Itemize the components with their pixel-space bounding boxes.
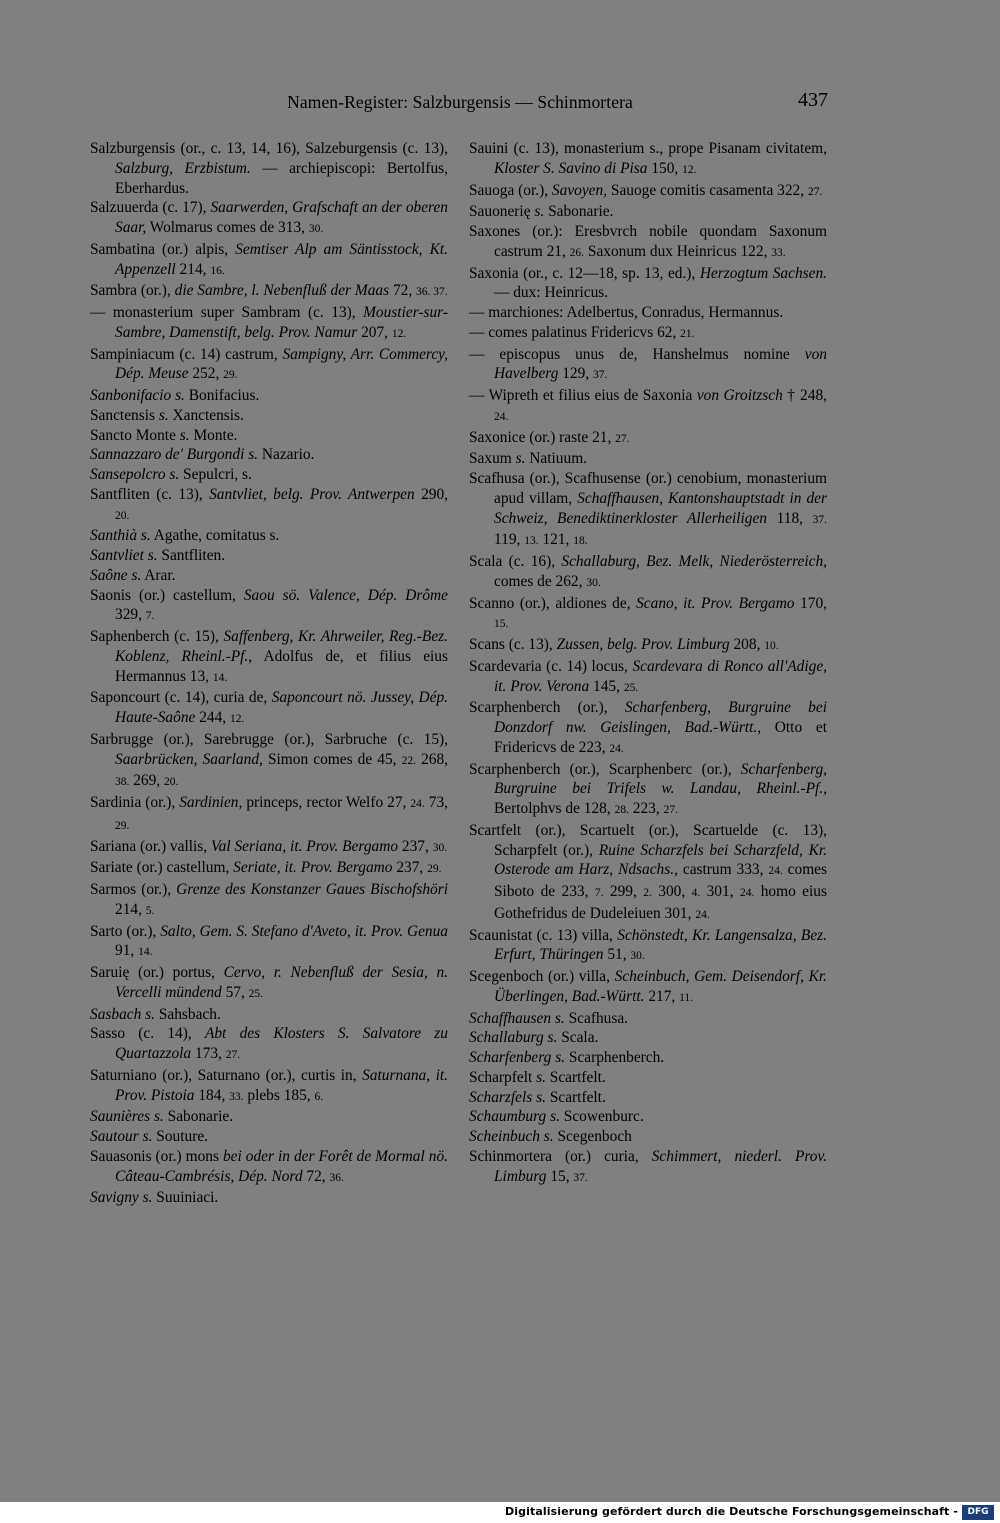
index-entry: Sautour s. Souture.: [90, 1128, 209, 1145]
index-entry: Sasso (c. 14), Abt des Klosters S. Salvatore zu Quartazzola 173, 27.: [90, 1025, 448, 1062]
index-entry: Sauasonis (or.) mons bei oder in der Forêt de Mormal nö. Câteau-Cambrésis, Dép. Nord 72, 36.: [90, 1147, 449, 1185]
index-entry: Scharzfels s. Scartfelt.: [469, 1088, 606, 1106]
index-entry: Sariana (or.) vallis, Val Seriana, it. Prov. Bergamo 237, 30.: [90, 837, 448, 855]
index-entry: Scarphenberch (or.), Scharfenberg, Burgruine bei Donzdorf nw. Geislingen, Bad.-Württ., Otto et Fridericvs de 223, 24.: [469, 699, 827, 756]
index-entry: Salzburgensis (or., c. 13, 14, 16), Salzeburgensis (c. 13), Salzburg, Erzbistum. — archiepiscopi: Bertolfus, Eberhardus.: [90, 140, 448, 197]
index-entry: Saxonia (or., c. 12—18, sp. 13, ed.), Herzogtum Sachsen. — dux: Heinricus.: [469, 264, 828, 302]
index-entry: Scala (c. 16), Schallaburg, Bez. Melk, Niederösterreich, comes de 262, 30.: [469, 553, 827, 590]
index-entry: — episcopus unus de, Hanshelmus nomine von Havelberg 129, 37.: [469, 345, 827, 383]
index-entry: Sasbach s. Sahsbach.: [90, 1005, 221, 1023]
index-entry: Santhià s. Agathe, comitatus s.: [90, 527, 280, 545]
index-entry: Saxum s. Natiuum.: [469, 450, 588, 468]
index-entry: Sardinia (or.), Sardinien, princeps, rector Welfo 27, 24. 73, 29.: [90, 794, 448, 832]
index-entry: Sansepolcro s. Sepulcri, s.: [90, 466, 252, 483]
index-entry: Sanbonifacio s. Bonifacius.: [90, 387, 260, 404]
index-entry: Scegenboch (or.) villa, Scheinbuch, Gem. Deisendorf, Kr. Überlingen, Bad.-Württ. 217, 11.: [469, 968, 827, 1005]
footer-bar: [0, 1502, 1000, 1523]
index-entry: — marchiones: Adelbertus, Conradus, Hermannus.: [469, 304, 784, 321]
index-entry: Schallaburg s. Scala.: [469, 1029, 599, 1047]
index-entry: Saône s. Arar.: [90, 566, 176, 584]
index-entry: Sarto (or.), Salto, Gem. S. Stefano d'Aveto, it. Prov. Genua 91, 14.: [90, 922, 448, 960]
index-entry: Santvliet s. Santfliten.: [90, 547, 226, 564]
index-entry: Sauonerię s. Sabonarie.: [469, 203, 614, 221]
footer-credit: Digitalisierung gefördert durch die Deutsche Forschungsgemeinschaft -: [505, 1505, 958, 1518]
index-entry: Saruię (or.) portus, Cervo, r. Nebenfluß der Sesia, n. Vercelli mündend 57, 25.: [90, 964, 448, 1001]
index-entry: Saphenberch (c. 15), Saffenberg, Kr. Ahrweiler, Reg.-Bez. Koblenz, Rheinl.-Pf., Adolfus de, et filius eius Hermannus 13, 14.: [90, 628, 448, 685]
index-entry: Sambra (or.), die Sambre, l. Nebenfluß der Maas 72, 36. 37.: [90, 282, 448, 300]
index-entry: Salzuuerda (c. 17), Saarwerden, Grafschaft an der oberen Saar, Wolmarus comes de 313, 30.: [90, 199, 448, 236]
index-entry: Saunières s. Sabonarie.: [90, 1108, 234, 1126]
index-entry: Saponcourt (c. 14), curia de, Saponcourt nö. Jussey, Dép. Haute-Saône 244, 12.: [90, 689, 448, 726]
index-entry: Scardevaria (c. 14) locus, Scardevara di Ronco all'Adige, it. Prov. Verona 145, 25.: [469, 657, 827, 695]
index-entry: Saonis (or.) castellum, Saou sö. Valence, Dép. Drôme 329, 7.: [90, 586, 448, 624]
running-header: Namen-Register: Salzburgensis — Schinmortera: [287, 92, 633, 112]
index-entry: — monasterium super Sambram (c. 13), Moustier-sur-Sambre, Damenstift, belg. Prov. Namur 207, 12.: [90, 304, 448, 341]
index-entry: Saxonice (or.) raste 21, 27.: [469, 428, 630, 446]
index-entry: Scharfenberg s. Scarphenberch.: [469, 1049, 665, 1066]
dfg-logo: DFG: [962, 1505, 994, 1520]
index-entry: — comes palatinus Fridericvs 62, 21.: [469, 323, 695, 341]
left-column: [90, 139, 448, 1208]
index-entry: — Wipreth et filius eius de Saxonia von Groitzsch † 248, 24.: [469, 387, 827, 423]
index-entry: Schaffhausen s. Scafhusa.: [469, 1009, 629, 1027]
index-entry: Scanno (or.), aldiones de, Scano, it. Prov. Bergamo 170, 15.: [469, 594, 827, 631]
index-entry: Scartfelt (or.), Scartuelt (or.), Scartuelde (c. 13), Scharpfelt (or.), Ruine Scharzfels bei Scharzfeld, Kr. Osterode am Harz, Ndsachs., castrum 333, 24. comes Siboto de 233, 7. 299, 2. 300, 4. 301, 24. homo eius Gothefridus de Dudeleiuen 301, 24.: [469, 821, 828, 922]
page-number: 437: [798, 89, 828, 111]
index-entry: Sarbrugge (or.), Sarebrugge (or.), Sarbruche (c. 15), Saarbrücken, Saarland, Simon comes de 45, 22. 268, 38. 269, 20.: [90, 730, 449, 790]
index-entry: Schaumburg s. Scowenburc.: [469, 1108, 644, 1126]
index-entry: Scarphenberch (or.), Scarphenberc (or.), Scharfenberg, Burgruine bei Trifels w. Landau, Rheinl.-Pf., Bertolphvs de 128, 28. 223, 27.: [469, 760, 827, 817]
index-entry: Saturniano (or.), Saturnano (or.), curtis in, Saturnana, it. Prov. Pistoia 184, 33. plebs 185, 6.: [90, 1066, 449, 1104]
index-entry: Saxones (or.): Eresbvrch nobile quondam Saxonum castrum 21, 26. Saxonum dux Heinricus 122, 33.: [469, 223, 827, 260]
index-entry: Schinmortera (or.) curia, Schimmert, niederl. Prov. Limburg 15, 37.: [469, 1147, 827, 1185]
index-entry: Sauini (c. 13), monasterium s., prope Pisanam civitatem, Kloster S. Savino di Pisa 150, 12.: [469, 140, 827, 177]
index-entry: Santfliten (c. 13), Santvliet, belg. Prov. Antwerpen 290, 20.: [90, 485, 448, 522]
index-entry: Sannazzaro de' Burgondi s. Nazario.: [90, 446, 315, 464]
index-entry: Scans (c. 13), Zussen, belg. Prov. Limburg 208, 10.: [469, 636, 779, 653]
index-entry: Scaunistat (c. 13) villa, Schönstedt, Kr. Langensalza, Bez. Erfurt, Thüringen 51, 30.: [469, 926, 827, 964]
index-entry: Sanctensis s. Xanctensis.: [90, 406, 244, 424]
right-column: [469, 139, 827, 1188]
index-entry: Sampiniacum (c. 14) castrum, Sampigny, Arr. Commercy, Dép. Meuse 252, 29.: [90, 345, 448, 383]
index-entry: Savigny s. Suuiniaci.: [90, 1189, 219, 1207]
index-entry: Scafhusa (or.), Scafhusense (or.) cenobium, monasterium apud villam, Schaffhausen, Kantonshauptstadt in der Schweiz, Benediktinerkloster Allerheiligen 118, 37. 119, 13. 121, 18.: [469, 470, 827, 549]
index-entry: Sambatina (or.) alpis, Semtiser Alp am Säntisstock, Kt. Appenzell 214, 16.: [90, 240, 448, 278]
index-entry: Scheinbuch s. Scegenboch: [469, 1128, 632, 1145]
index-entry: Sarmos (or.), Grenze des Konstanzer Gaues Bischofshöri 214, 5.: [90, 881, 448, 918]
index-entry: Sariate (or.) castellum, Seriate, it. Prov. Bergamo 237, 29.: [90, 859, 442, 877]
index-entry: Sancto Monte s. Monte.: [90, 426, 238, 444]
index-entry: Scharpfelt s. Scartfelt.: [469, 1068, 606, 1086]
index-entry: Sauoga (or.), Savoyen, Sauoge comitis casamenta 322, 27.: [469, 181, 823, 199]
